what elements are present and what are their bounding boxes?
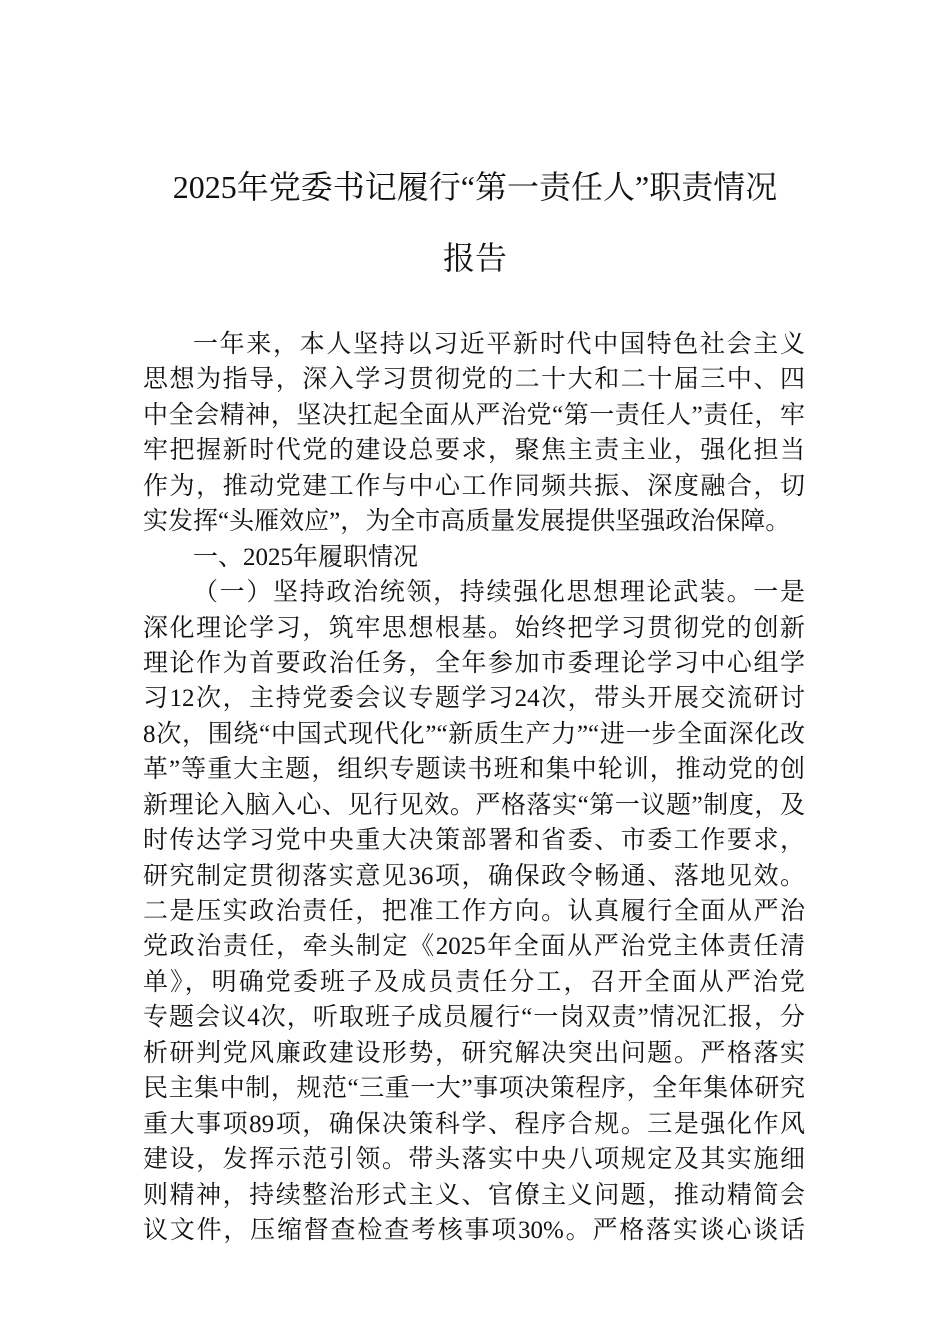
paragraph-line: 议文件，压缩督查检查考核事项30%。严格落实谈心谈话 <box>143 1216 805 1244</box>
paragraph-line: 作为，推动党建工作与中心工作同频共振、深度融合，切 <box>143 472 805 500</box>
paragraph-line: 重大事项89项，确保决策科学、程序合规。三是强化作风 <box>143 1110 805 1138</box>
paragraph-line: 民主集中制，规范“三重一大”事项决策程序，全年集体研究 <box>143 1075 805 1103</box>
paragraph-line: 8次，围绕“中国式现代化”“新质生产力”“进一步全面深化改 <box>143 720 805 748</box>
paragraph-line: 二是压实政治责任，把准工作方向。认真履行全面从严治 <box>143 898 805 925</box>
paragraph-line: 析研判党风廉政建设形势，研究解决突出问题。严格落实 <box>143 1039 805 1067</box>
paragraph-line: 则精神，持续整治形式主义、官僚主义问题，推动精简会 <box>143 1181 805 1209</box>
paragraph-line: 思想为指导，深入学习贯彻党的二十大和二十届三中、四 <box>143 366 805 394</box>
section-heading: 一、2025年履职情况 <box>193 543 419 571</box>
document-title-line-1: 2025年党委书记履行“第一责任人”职责情况 <box>172 169 778 205</box>
paragraph-line: 新理论入脑入心、见行见效。严格落实“第一议题”制度，及 <box>143 791 805 819</box>
paragraph-line: 党政治责任，牵头制定《2025年全面从严治党主体责任清 <box>143 933 805 961</box>
paragraph-line: 研究制定贯彻落实意见36项，确保政令畅通、落地见效。 <box>143 862 805 890</box>
paragraph-line: 实发挥“头雁效应”，为全市高质量发展提供坚强政治保障。 <box>143 508 791 536</box>
paragraph-line: 习12次，主持党委会议专题学习24次，带头开展交流研讨 <box>143 685 805 713</box>
paragraph-line: 牢把握新时代党的建设总要求，聚焦主责主业，强化担当 <box>143 437 805 465</box>
paragraph-line: 一年来，本人坚持以习近平新时代中国特色社会主义 <box>193 331 805 358</box>
paragraph-line: 专题会议4次，听取班子成员履行“一岗双责”情况汇报，分 <box>143 1004 805 1032</box>
paragraph-line: （一）坚持政治统领，持续强化思想理论武装。一是 <box>193 579 805 607</box>
paragraph-line: 深化理论学习，筑牢思想根基。始终把学习贯彻党的创新 <box>143 614 805 642</box>
paragraph-line: 理论作为首要政治任务，全年参加市委理论学习中心组学 <box>143 649 805 677</box>
document-title-line-2: 报告 <box>442 240 507 276</box>
paragraph-line: 革”等重大主题，组织专题读书班和集中轮训，推动党的创 <box>143 756 805 784</box>
paragraph-line: 中全会精神，坚决扛起全面从严治党“第一责任人”责任，牢 <box>143 401 805 429</box>
paragraph-line: 时传达学习党中央重大决策部署和省委、市委工作要求， <box>143 827 805 855</box>
paragraph-line: 建设，发挥示范引领。带头落实中央八项规定及其实施细 <box>143 1146 805 1174</box>
paragraph-line: 单》，明确党委班子及成员责任分工，召开全面从严治党 <box>143 968 805 996</box>
document-body <box>143 327 805 1248</box>
